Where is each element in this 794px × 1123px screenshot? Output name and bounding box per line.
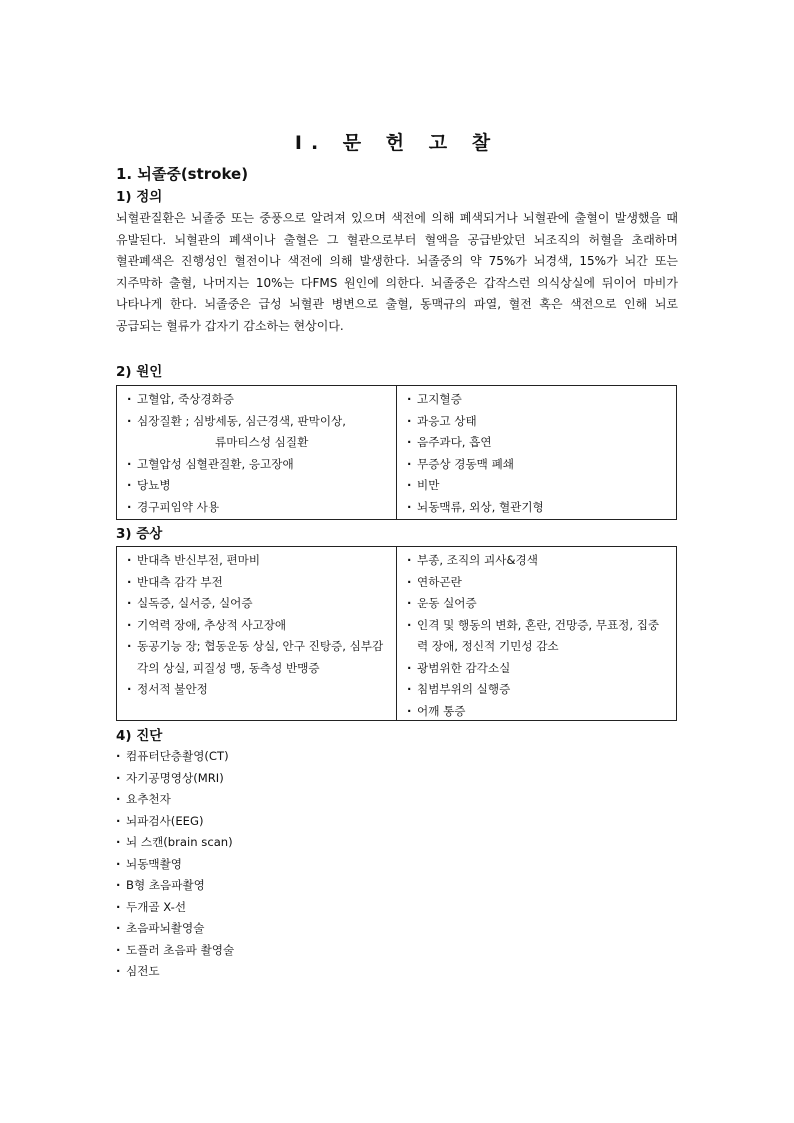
diagnosis-item: · B형 초음파촬영	[116, 875, 234, 897]
cause-item: · 비만	[405, 475, 668, 497]
diagnosis-item: · 두개골 X-선	[116, 897, 234, 919]
cause-item: · 무증상 경동맥 폐쇄	[405, 454, 668, 476]
diagnosis-item: · 뇌 스캔(brain scan)	[116, 832, 234, 854]
section-heading-stroke: 1. 뇌졸중(stroke)	[116, 165, 249, 183]
cause-item: · 고혈압, 죽상경화증	[125, 389, 388, 411]
symptom-item: · 반대측 감각 부전	[125, 572, 388, 594]
symptom-item: · 실독증, 실서증, 실어증	[125, 593, 388, 615]
symptom-item: · 반대측 반신부전, 편마비	[125, 550, 388, 572]
diagnosis-item: · 컴퓨터단층촬영(CT)	[116, 746, 234, 768]
cause-item: · 음주과다, 흡연	[405, 432, 668, 454]
symptoms-heading: 3) 증상	[116, 526, 163, 542]
symptom-item: · 광범위한 감각소실	[405, 658, 668, 680]
definition-heading: 1) 정의	[116, 189, 163, 205]
symptom-item: · 어깨 통증	[405, 701, 668, 723]
causes-left-column	[117, 386, 396, 519]
cause-item: · 뇌동맥류, 외상, 혈관기형	[405, 497, 668, 519]
diagnosis-item: · 뇌파검사(EEG)	[116, 811, 234, 833]
diagnosis-item: · 요추천자	[116, 789, 234, 811]
symptoms-table	[116, 546, 677, 721]
diagnosis-heading: 4) 진단	[116, 728, 163, 744]
diagnosis-item: · 초음파뇌촬영술	[116, 918, 234, 940]
symptom-item: · 인격 및 행동의 변화, 혼란, 건망증, 무표정, 집중력 장애, 정신적 기민성 감소	[405, 615, 668, 658]
symptom-item: · 정서적 불안정	[125, 679, 388, 701]
causes-heading: 2) 원인	[116, 364, 163, 380]
symptom-item: · 부종, 조직의 괴사&경색	[405, 550, 668, 572]
symptom-item: · 기억력 장애, 추상적 사고장애	[125, 615, 388, 637]
diagnosis-item: · 뇌동맥촬영	[116, 854, 234, 876]
definition-text: 뇌혈관질환은 뇌졸중 또는 중풍으로 알려져 있으며 색전에 의해 폐색되거나 뇌혈관에 출혈이 발생했을 때 유발된다. 뇌혈관의 폐색이나 출혈은 그 혈관으로부터 혈액을 공급받았던 뇌조직의 허혈을 초래하며 혈관폐색은 진행성인 혈전이나 색전에 의해 발생한다. 뇌졸중의 약 75%가 뇌경색, 15%가 뇌간 또는 지주막하 출혈, 나머지는 10%는 다FMS 원인에 의한다. 뇌졸중은 갑작스런 의식상실에 뒤이어 마비가 나타나게 한다. 뇌졸중은 급성 뇌혈관 병변으로 출혈, 동맥규의 파열, 혈전 혹은 색전으로 인해 뇌로 공급되는 혈류가 갑자기 감소하는 현상이다.	[116, 211, 678, 333]
cause-item: · 경구피임약 사용	[125, 497, 388, 519]
symptom-item: · 침범부위의 실행증	[405, 679, 668, 701]
symptom-item: · 연하곤란	[405, 572, 668, 594]
symptom-item: · 동공기능 장; 협동운동 상실, 안구 진탕증, 심부감각의 상실, 피질성 맹, 동측성 반맹증	[125, 636, 388, 679]
causes-right-column	[396, 386, 676, 519]
cause-item: · 과응고 상태	[405, 411, 668, 433]
cause-item: · 고지혈증	[405, 389, 668, 411]
cause-subitem: 류마티스성 심질환	[215, 435, 309, 449]
cause-item: · 고혈압성 심혈관질환, 응고장애	[125, 454, 388, 476]
symptoms-right-column	[396, 547, 676, 720]
page-title: Ⅰ. 문 헌 고 찰	[294, 132, 500, 154]
causes-table	[116, 385, 677, 520]
symptom-item: · 운동 실어증	[405, 593, 668, 615]
diagnosis-item: · 자기공명영상(MRI)	[116, 768, 234, 790]
cause-item: · 당뇨병	[125, 475, 388, 497]
symptoms-left-column	[117, 547, 396, 720]
diagnosis-item: · 도플러 초음파 촬영술	[116, 940, 234, 962]
diagnosis-list	[116, 746, 234, 983]
diagnosis-item: · 심전도	[116, 961, 234, 983]
cause-item: · 심장질환 ; 심방세동, 심근경색, 판막이상, 류마티스성 심질환	[125, 411, 388, 454]
